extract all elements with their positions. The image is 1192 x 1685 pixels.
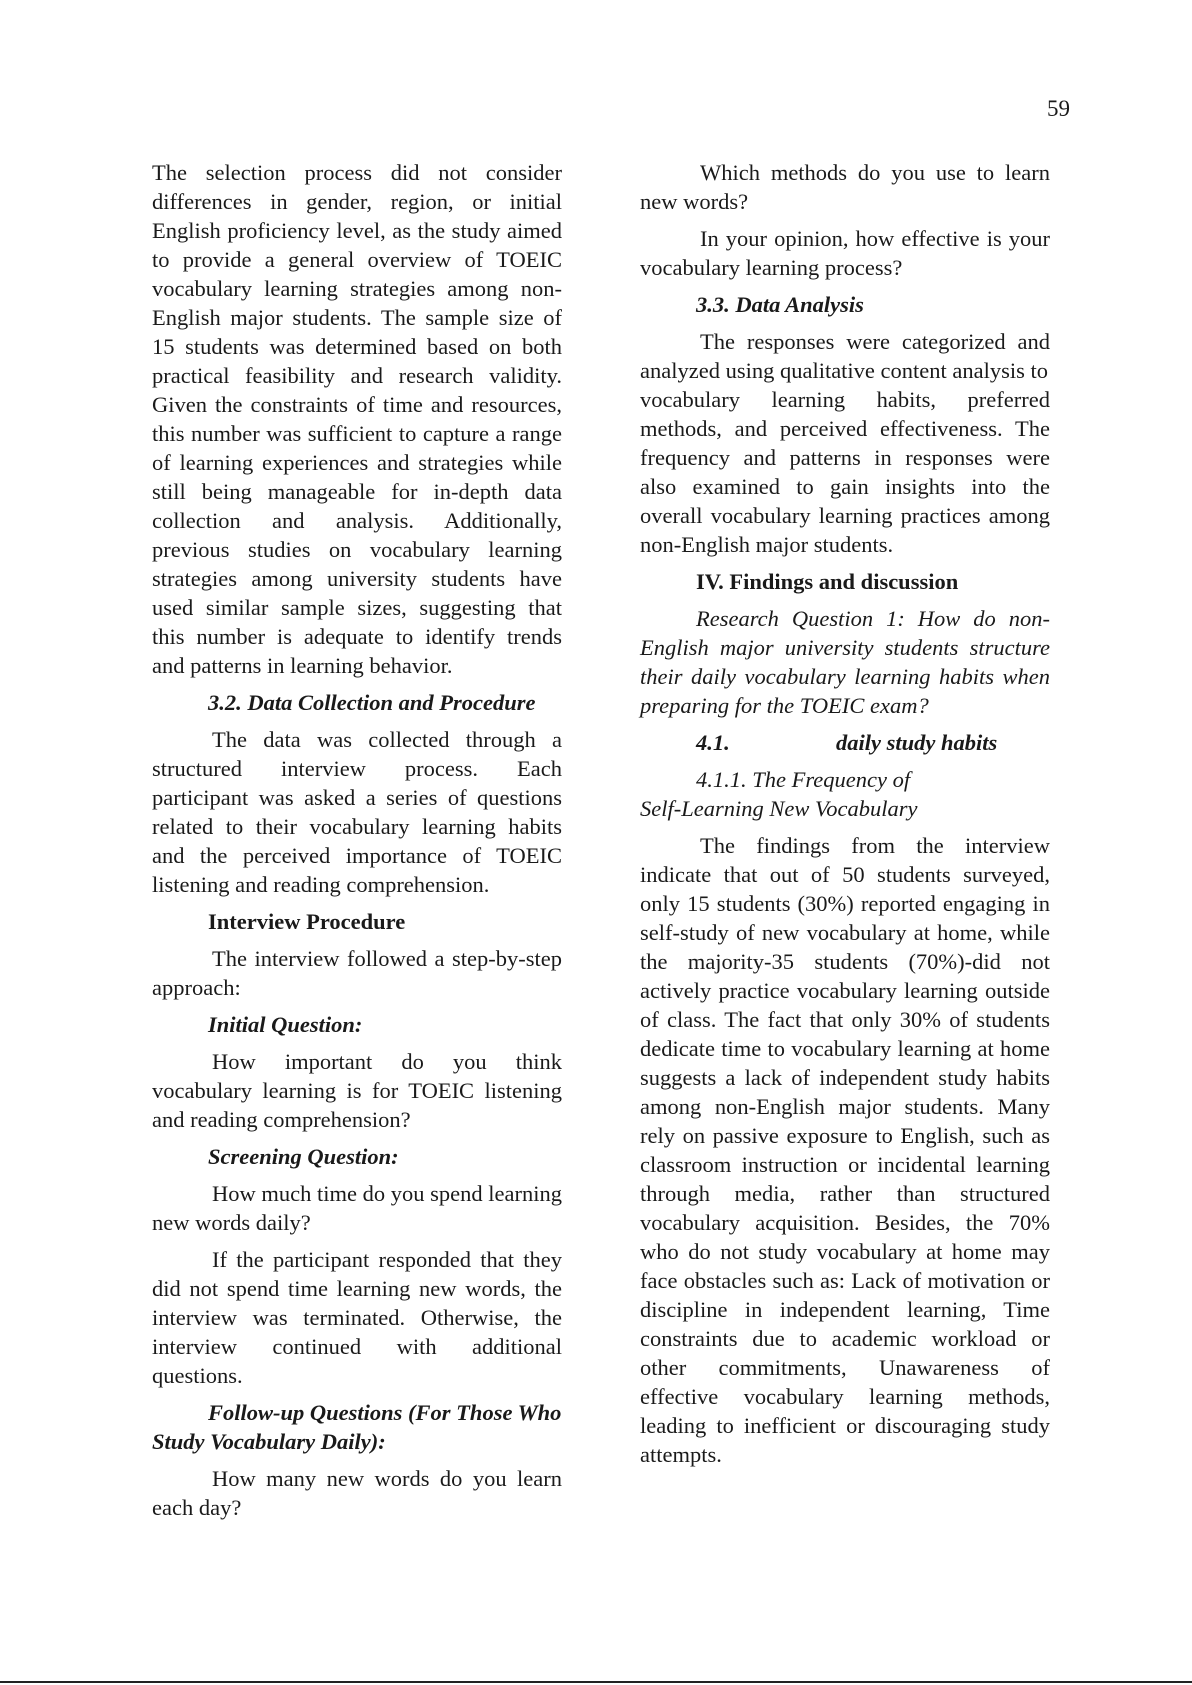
section-heading-4-1-1-line1: 4.1.1. The Frequency of xyxy=(696,767,911,792)
paragraph-data-collection: The data was collected through a structured interview process. Each participant was asked a series of questions related to their vocabulary learning habits and the perceived importance of TOEIC listening and reading comprehension. xyxy=(152,727,562,897)
paragraph-selection-process: The selection process did not consider differences in gender, region, or initial English proficiency level, as the study aimed to provide a general overview of TOEIC vocabulary learning strategies among non-English major students. The sample size of 15 students was determined based on both practical feasibility and research validity. Given the constraints of time and resources, this number was sufficient to capture a range of learning experiences and strategies while still being manageable for in-depth data collection and analysis. Additionally, previous studies on vocabulary learning strategies among university students have used similar sample sizes, suggesting that this number is adequate to identify trends and patterns in learning behavior. xyxy=(152,160,562,678)
heading-interview-procedure: Interview Procedure xyxy=(208,909,406,934)
paragraph-data-analysis-part1: The responses were categorized and analyzed using qualitative content analysis to xyxy=(640,329,1050,383)
paragraph-findings: The findings from the interview indicate that out of 50 students surveyed, only 15 students (30%) reported engaging in self-study of new vocabulary at home, while the majority-35 students (70%)-did not actively practice vocabulary learning outside of class. The fact that only 30% of students dedicate time to vocabulary learning at home suggests a lack of independent study habits among non-English major students. Many rely on passive exposure to English, such as classroom instruction or incidental learning through media, rather than structured vocabulary acquisition. Besides, the 70% who do not study vocabulary at home may face obstacles such as: Lack of motivation or discipline in independent learning, Time constraints due to academic workload or other commitments, Unawareness of effective vocabulary learning methods, leading to inefficient or discouraging study attempts. xyxy=(640,833,1050,1467)
heading-initial-question: Initial Question: xyxy=(208,1012,363,1037)
section-heading-4-1-1 xyxy=(640,765,1050,823)
paragraph-effectiveness-question: In your opinion, how effective is your vocabulary learning process? xyxy=(640,226,1050,280)
research-question-1: Research Question 1: How do non-English major university students structure their daily vocabulary learning habits when preparing for the TOEIC exam? xyxy=(640,606,1050,718)
paragraph-termination: If the participant responded that they did not spend time learning new words, the interview was terminated. Otherwise, the interview continued with additional questions. xyxy=(152,1247,562,1388)
paragraph-screening-question: How much time do you spend learning new words daily? xyxy=(152,1181,562,1235)
heading-follow-up-questions: Follow-up Questions (For Those Who Study Vocabulary Daily): xyxy=(152,1400,562,1454)
bottom-rule xyxy=(0,1681,1192,1683)
page-number: 59 xyxy=(1047,96,1070,121)
section-heading-3-2: 3.2. Data Collection and Procedure xyxy=(208,690,536,715)
paragraph-data-analysis-part2: vocabulary learning habits, preferred methods, and perceived effectiveness. The frequency and patterns in responses were also examined to gain insights into the overall vocabulary learning practices among non-English major students. xyxy=(640,387,1050,557)
section-heading-4-1 xyxy=(640,728,1050,757)
section-heading-3-3: 3.3. Data Analysis xyxy=(696,292,864,317)
heading-screening-question: Screening Question: xyxy=(208,1144,399,1169)
section-heading-iv: IV. Findings and discussion xyxy=(696,569,959,594)
paragraph-follow-up-question: How many new words do you learn each day? xyxy=(152,1466,562,1520)
paragraph-step-by-step: The interview followed a step-by-step approach: xyxy=(152,946,562,1000)
section-number-4-1: 4.1. xyxy=(696,730,730,755)
section-heading-4-1-1-line2: Self-Learning New Vocabulary xyxy=(640,796,918,821)
left-column xyxy=(152,158,562,1530)
section-title-4-1: daily study habits xyxy=(836,730,998,755)
paragraph-methods-question: Which methods do you use to learn new words? xyxy=(640,160,1050,214)
paragraph-initial-question: How important do you think vocabulary learning is for TOEIC listening and reading comprehension? xyxy=(152,1049,562,1132)
right-column xyxy=(640,158,1050,1477)
